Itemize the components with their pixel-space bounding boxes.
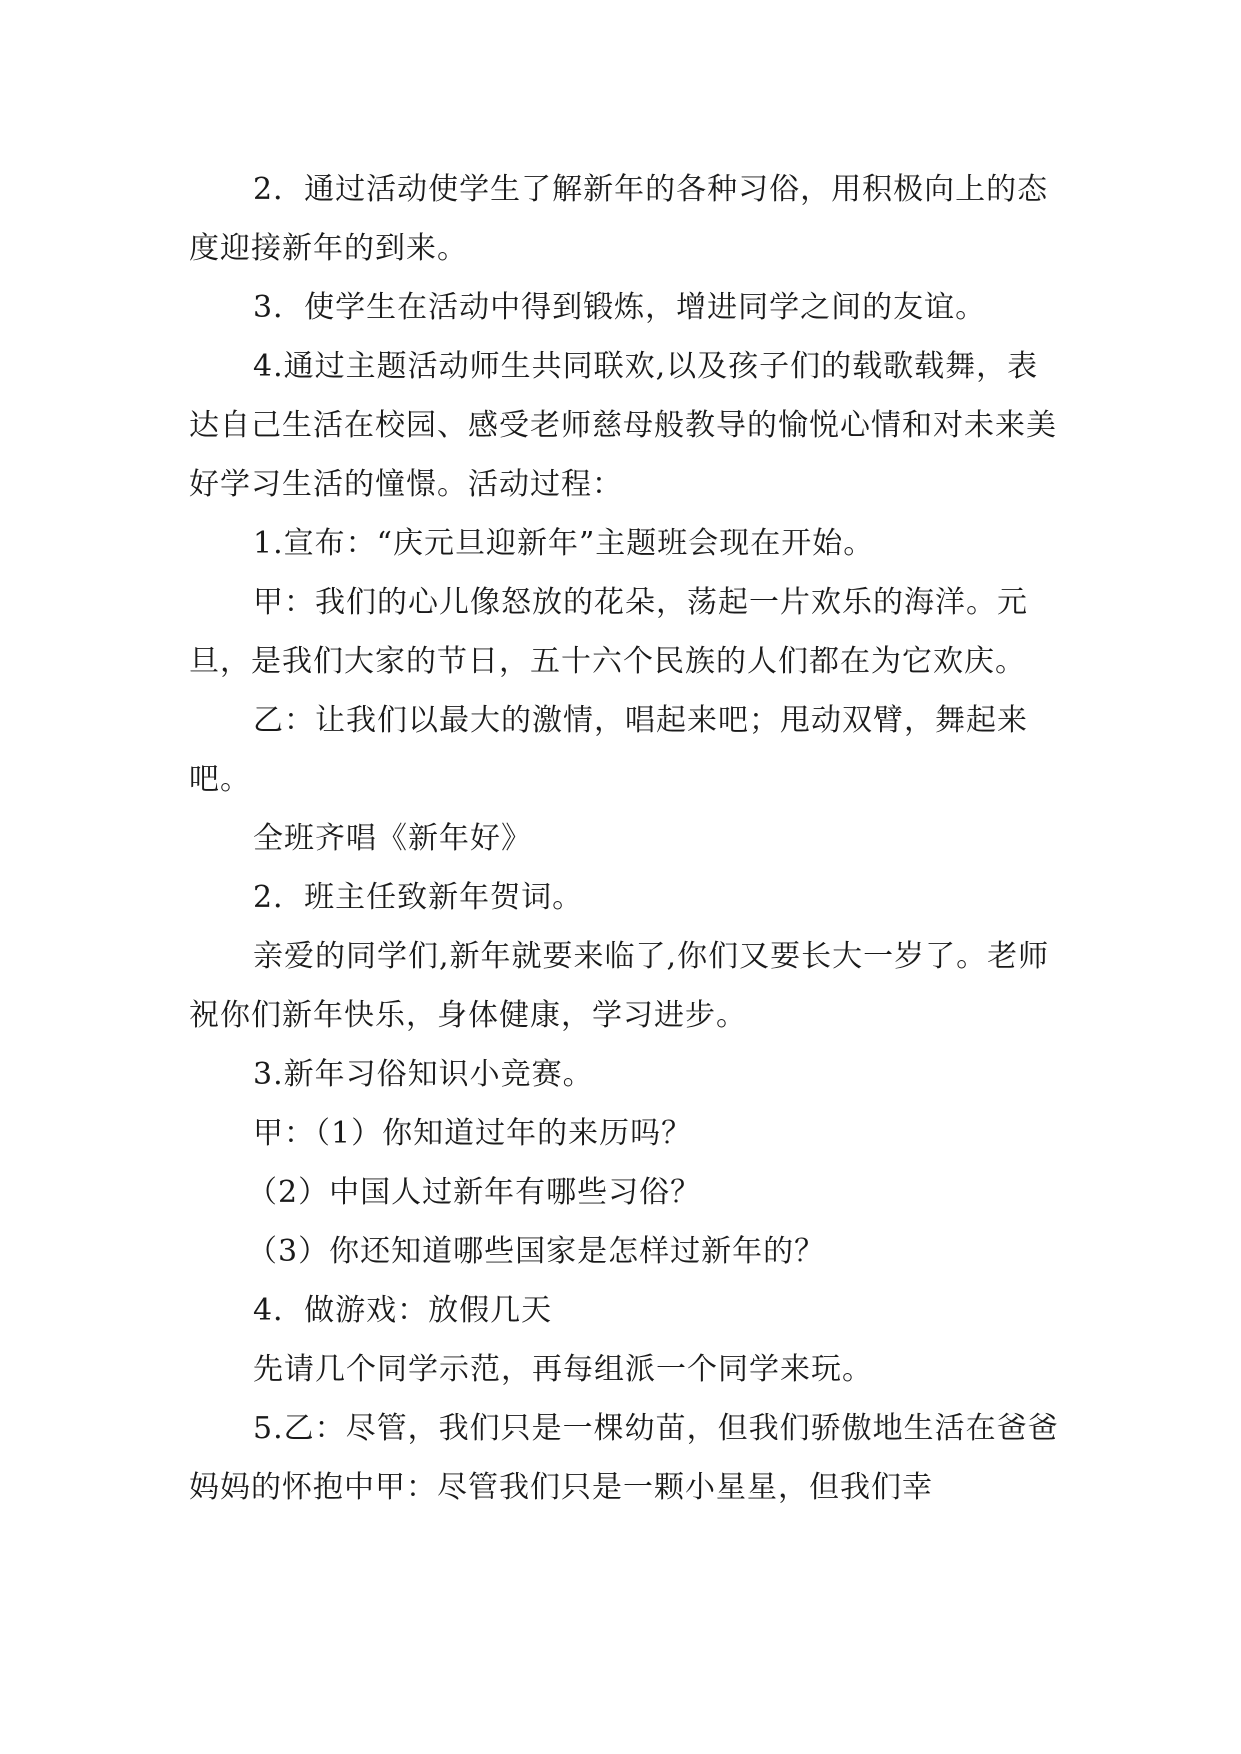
paragraph-teacher-greeting: 亲爱的同学们,新年就要来临了,你们又要长大一岁了。老师祝你们新年快乐，身体健康，学习进步。 bbox=[189, 939, 1050, 1033]
paragraph-game-instructions: 先请几个同学示范，再每组派一个同学来玩。 bbox=[253, 1352, 873, 1387]
paragraph-step-5: 5.乙：尽管，我们只是一棵幼苗，但我们骄傲地生活在爸爸妈妈的怀抱中甲：尽管我们只是一颗小星星，但我们幸 bbox=[189, 1411, 1059, 1505]
paragraph-quiz-question-2: （2）中国人过新年有哪些习俗？ bbox=[247, 1175, 702, 1210]
paragraph-quiz-question-3: （3）你还知道哪些国家是怎样过新年的？ bbox=[247, 1234, 826, 1269]
paragraph-quiz-question-1: 甲：（1）你知道过年的来历吗？ bbox=[253, 1116, 693, 1151]
paragraph-step-4: 4．做游戏：放假几天 bbox=[253, 1293, 553, 1328]
document-body bbox=[189, 160, 1069, 1517]
paragraph-goal-4: 4.通过主题活动师生共同联欢,以及孩子们的载歌载舞，表达自己生活在校园、感受老师慈母般教导的愉悦心情和对未来美好学习生活的憧憬。活动过程： bbox=[189, 349, 1057, 502]
paragraph-goal-3: 3．使学生在活动中得到锻炼，增进同学之间的友谊。 bbox=[253, 290, 987, 325]
paragraph-goal-2: 2．通过活动使学生了解新年的各种习俗，用积极向上的态度迎接新年的到来。 bbox=[189, 172, 1049, 266]
paragraph-host-b-opening: 乙：让我们以最大的激情，唱起来吧；甩动双臂，舞起来吧。 bbox=[189, 703, 1028, 797]
paragraph-step-2: 2．班主任致新年贺词。 bbox=[253, 880, 584, 915]
paragraph-class-song: 全班齐唱《新年好》 bbox=[253, 821, 532, 856]
paragraph-step-3: 3.新年习俗知识小竞赛。 bbox=[253, 1057, 594, 1092]
paragraph-host-a-opening: 甲：我们的心儿像怒放的花朵，荡起一片欢乐的海洋。元旦，是我们大家的节日，五十六个民族的人们都在为它欢庆。 bbox=[189, 585, 1028, 679]
paragraph-step-1: 1.宣布：“庆元旦迎新年”主题班会现在开始。 bbox=[253, 526, 875, 561]
